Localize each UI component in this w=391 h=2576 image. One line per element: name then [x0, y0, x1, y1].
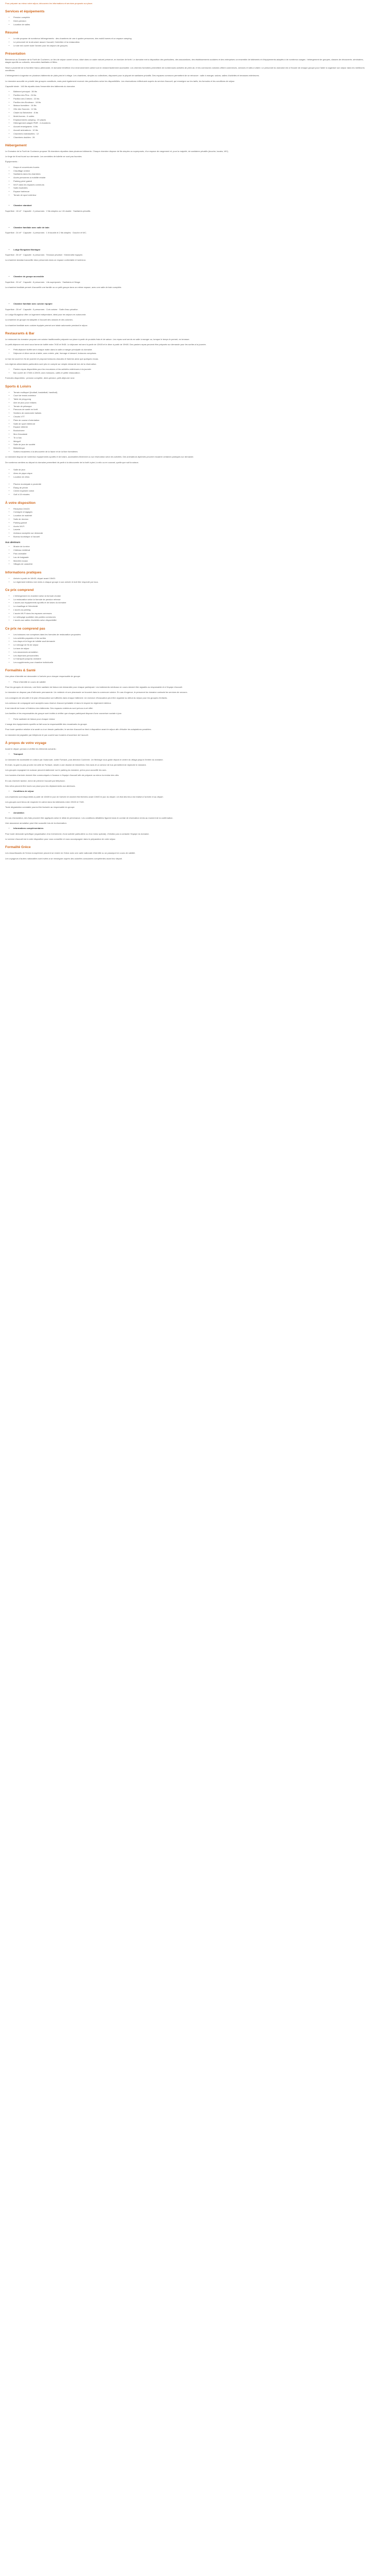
list-item: • L'accès Wi-Fi dans les espaces communs: [13, 612, 366, 615]
room-note: La chambre standard accueille deux personnes dans un espace confortable et lumineux.: [5, 259, 86, 262]
list-item: • Le site est ouvert toute l'année pour les séjours de groupes.: [13, 44, 366, 47]
list-item: • Salle d'activités: [13, 187, 366, 189]
list-item: • Aires de pique-nique: [13, 472, 366, 474]
formalities-list-2: [5, 718, 366, 720]
about-paragraph: Le service d'accueil est à votre disposition pour vous conseiller et vous accompagner dans la préparation de votre séjour.: [5, 838, 116, 841]
faq-paragraph: Les ressortissants de l'Union européenne peuvent se rendre en Grèce avec une carte nationale d'identité ou un passeport en cours de validité.: [5, 852, 136, 855]
list-item: • Réception 24h/24: [13, 507, 366, 510]
not-included-list: [5, 633, 366, 664]
list-item: • Terrain de sport extérieur: [13, 194, 366, 196]
formalities-paragraph: Les familles et les responsables de groupe sont invités à vérifier que chaque participant dispose d'une couverture sociale à jour.: [5, 712, 122, 715]
list-item: • Bar ouvert de 17h00 à 22h00, avec boissons, cafés et petite restauration.: [13, 371, 366, 374]
sports-paragraph: De nombreux sentiers au départ du domaine permettent de partir à la découverte de la forêt à pied, à vélo ou en courant, quelle que soit la saison.: [5, 461, 139, 464]
about-paragraph: En train, la gare la plus proche est celle de Forbach, située à une dizaine de kilomètres. Des taxis et un service de bus permettent de rejoindre le domaine.: [5, 763, 146, 766]
list-item: • Wi-Fi dans les espaces communs: [13, 183, 366, 186]
included-title: Ce prix comprend: [5, 588, 34, 592]
list-item: • L'accès aux salles d'activités selon disponibilité: [13, 619, 366, 621]
about-paragraph: En cas d'arrivée tardive, merci de prévenir l'accueil par téléphone.: [5, 779, 66, 782]
room-title-list: [5, 248, 366, 251]
about-paragraph: En cas d'annulation, des frais peuvent être appliqués selon le délai de prévenance. Les conditions détaillées figurent dans le contrat de réservation remis au moment de la confirmation.: [5, 816, 173, 819]
about-title: À propos de votre voyage: [5, 741, 46, 745]
list-item: • Centre équestre voisin: [13, 489, 366, 492]
presentation-paragraph: Bienvenue au Domaine de la Forêt de Cocheren, un lieu de séjour ouvert à tous, situé dans un cadre naturel préservé, en bordure de forêt. Le domaine met à disposition des particuliers, des associations, des établissements scolaires et des entreprises un ensemble de bâtiments et d'équipements adaptés à de nombreux usages : hébergement de groupes, classes de découverte, séminaires, stages sportifs ou culturels, rencontres familiales et fêtes.: [5, 58, 364, 64]
hebergement-paragraph: Le linge de lit est fourni sur demande. Les serviettes de toilette ne sont pas fournies.: [5, 155, 83, 158]
list-item: • Sorties encadrées à la découverte de la faune et de la flore forestières: [13, 450, 366, 453]
list-item: • Espace barbecue: [13, 190, 366, 193]
formalities-paragraph: Le domaine est joignable par téléphone et par courriel aux horaires d'ouverture de l'accueil.: [5, 733, 89, 736]
sports-list: [5, 391, 366, 453]
list-item: • Parc animalier: [13, 552, 366, 555]
hebergement-title: Hébergement: [5, 143, 27, 147]
about-paragraph: Les groupes sont tenus de respecter le calme dans les bâtiments entre 22h00 et 7h00.: [5, 800, 85, 803]
list-item: • Circuits VTT: [13, 415, 366, 418]
list-item: • Salle de jeux de société: [13, 443, 366, 446]
list-item: • Les suppléments pour chambre individuelle: [13, 661, 366, 664]
presentation-paragraph: L'hébergement s'organise en plusieurs bâtiments de plain-pied et à étage. Les chambres, simples ou collectives, disposent pour la plupart de sanitaires privatifs. Des espaces communs permettent de se retrouver : salle à manger, salons, salles d'activités et terrasses extérieures.: [5, 74, 259, 77]
room-title: • Chambre de groupe accessible: [13, 275, 366, 278]
room-desc: Superficie : 30 m² · Capacité : 8 personnes · Lits superposés · Sanitaires à l'étage.: [5, 280, 81, 283]
list-item: • Les draps et le linge de toilette sauf demande: [13, 640, 366, 642]
formalities-title: Formalités & Santé: [5, 669, 36, 673]
list-item: • Parking gratuit: [13, 521, 366, 524]
resume-title: Résumé: [5, 31, 19, 35]
services-list: [5, 16, 366, 26]
list-item: • Hébergement adapté PMR : 4 chambres: [13, 122, 366, 124]
list-item: • Fiche sanitaire de liaison pour chaque mineur: [13, 718, 366, 720]
room-note: La chambre familiale permet d'accueillir une famille ou un petit groupe dans un même espace, avec une salle de bain complète.: [5, 286, 122, 289]
surroundings-list: [5, 545, 366, 565]
about-paragraph: Les horaires d'arrivée doivent être communiqués à l'avance à l'équipe d'accueil afin de préparer au mieux la remise des clés.: [5, 774, 119, 777]
list-item: • Chalet du Belvédère : 8 lits: [13, 111, 366, 114]
about-paragraph: Toute dégradation constatée pourra être facturée au responsable du groupe.: [5, 806, 75, 809]
list-item: • Animaux acceptés sur demande: [13, 532, 366, 534]
list-item: • Court de tennis extérieur: [13, 394, 366, 397]
faq-title: Formalité Grèce: [5, 845, 31, 850]
list-item: • Le personnel de la structure assure l'accueil, l'entretien et la restauration.: [13, 41, 366, 43]
list-item: • Bâtiment principal : 38 lits: [13, 90, 366, 93]
resume-list: [5, 37, 366, 47]
sports-title: Sports & Loisirs: [5, 384, 31, 388]
not-included-title: Ce prix ne comprend pas: [5, 626, 45, 631]
restauration-list: [5, 348, 366, 354]
room-title: • Lodge Bungalow Montagne: [13, 248, 366, 251]
list-item: • Étang de pêche: [13, 486, 366, 489]
formalities-paragraph: Les consignes de sécurité et le plan d'évacuation sont affichés dans chaque bâtiment. Un exercice d'évacuation peut être organisé au début du séjour pour les groupes d'enfants.: [5, 696, 168, 699]
list-item: • Chauffage central: [13, 170, 366, 172]
restauration-paragraph: Le restaurant du domaine propose une cuisine traditionnelle préparée sur place à partir de produits frais et de saison. Les repas sont servis en salle à manger ou, lorsque le temps le permet, en terrasse.: [5, 337, 190, 341]
equipment-list: [5, 166, 366, 197]
restauration-paragraph: Formules disponibles : pension complète, demi-pension, petit-déjeuner seul.: [5, 377, 75, 380]
list-item: • Lac de baignade: [13, 556, 366, 558]
restauration-title: Restaurants & Bar: [5, 331, 35, 335]
list-item: • Salle de réunion: [13, 518, 366, 520]
room-desc: Superficie : 18 m² · Capacité : 2 personnes · 2 lits simples ou 1 lit double · Sanitaires privatifs.: [5, 209, 91, 212]
about-paragraph: Une assurance annulation peut être souscrite lors de la réservation.: [5, 822, 67, 825]
formalities-list: [5, 681, 366, 683]
list-item: • La restauration selon la formule de pension retenue: [13, 598, 366, 601]
capacity-list: [5, 90, 366, 139]
list-item: • Bibliothèque: [13, 447, 366, 449]
list-item: • Les boissons non comprises dans les formules de restauration proposées: [13, 633, 366, 636]
presentation-title: Présentation: [5, 52, 26, 56]
list-item: • Tir à l'arc: [13, 436, 366, 439]
room-title-list: [5, 204, 366, 207]
list-item: • Conditions de séjour: [13, 790, 366, 792]
list-item: • Aire de jeux pour enfants: [13, 401, 366, 404]
formalities-paragraph: Une pièce d'identité est demandée à l'arrivée pour chaque responsable de groupe.: [5, 675, 81, 678]
list-item: • Piscine municipale à proximité: [13, 483, 366, 485]
list-item: • Terrain multisport (football, basketball, handball): [13, 391, 366, 394]
room-title: • Chambre standard: [13, 204, 366, 207]
list-item: • La taxe de séjour: [13, 647, 366, 650]
formalities-paragraph: Les animaux de compagnie sont acceptés sous réserve d'accord préalable et dans le respect du règlement intérieur.: [5, 701, 111, 704]
room-title-list: [5, 302, 366, 305]
list-item: • Château médiéval: [13, 549, 366, 551]
list-item: • Boulodrome: [13, 429, 366, 432]
list-item: • Laverie: [13, 528, 366, 531]
sports-list-3: [5, 483, 366, 496]
presentation-paragraph: Le domaine accueille en priorité des groupes constitués, mais peut également recevoir des particuliers selon les disponibilités. Les réservations s'effectuent auprès du service d'accueil, qui renseigne sur les tarifs, les formules et les conditions de séjour.: [5, 79, 235, 82]
restauration-paragraph: Les régimes alimentaires particuliers sont pris en compte sur simple demande lors de la réservation.: [5, 362, 97, 365]
list-item: • Accès personnes à mobilité réduite: [13, 176, 366, 179]
room-desc: Superficie : 24 m² · Capacité : 4 personnes · 1 lit double et 2 lits simples · Douche et WC.: [5, 231, 87, 234]
restauration-paragraph: Le petit-déjeuner est servi sous forme de buffet entre 7h30 et 9h30. Le déjeuner est servi à partir de 12h00 et le dîner à partir de 19h00. Des paniers repas peuvent être préparés sur demande pour les sorties à la journée.: [5, 343, 206, 346]
list-item: • Salle de sport intérieure: [13, 422, 366, 425]
formalities-paragraph: Pour les groupes de mineurs, une fiche sanitaire de liaison est demandée pour chaque participant. Les traitements médicaux en cours doivent être signalés au responsable et à l'équipe d'accueil.: [5, 686, 183, 688]
list-item: • Pavillon des Pins : 24 lits: [13, 94, 366, 96]
room-title-list: [5, 275, 366, 278]
list-item: • Location de salles: [13, 23, 366, 26]
list-item: • Golf à 15 minutes: [13, 493, 366, 496]
list-item: • Annulation: [13, 811, 366, 814]
surroundings-title: Aux alentours: [5, 541, 21, 544]
list-item: • L'accès au parking: [13, 608, 366, 611]
intro-text: Pour préparer au mieux votre séjour, découvrez les informations et services proposés sur place.: [5, 2, 93, 5]
list-item: • Demi-pension: [13, 20, 366, 22]
about-list-3: [5, 811, 366, 814]
list-item: • Piste de course d'orientation: [13, 419, 366, 421]
about-lead: Avant le départ, pensez à vérifier les éléments suivants :: [5, 747, 57, 750]
list-item: • Sentiers de randonnée balisés: [13, 412, 366, 414]
list-item: • Salle de jeux: [13, 468, 366, 471]
list-item: • Terrain de pétanque: [13, 405, 366, 408]
about-paragraph: Le domaine est accessible en voiture par l'autoroute, sortie Forbach, puis direction Cocheren. Un fléchage vous guide depuis le centre du village jusqu'à l'entrée du domaine.: [5, 758, 164, 761]
about-paragraph: Des vélos peuvent être loués sur place pour les déplacements aux alentours.: [5, 785, 76, 788]
formalities-paragraph: L'usage des équipements sportifs se fait sous la responsabilité des encadrants du groupe.: [5, 723, 88, 726]
page: [0, 0, 371, 870]
list-item: • Chambres individuelles : 12: [13, 132, 366, 135]
list-item: • Pension complète: [13, 16, 366, 19]
about-paragraph: Pour toute demande spécifique (organisation d'un événement, d'une activité particulière ou d'un menu spécial), n'hésitez pas à contacter l'équipe du domaine.: [5, 832, 150, 835]
list-item: • Les dépenses personnelles: [13, 654, 366, 657]
room-title-list: [5, 226, 366, 229]
list-item: • Gîte des Sources : 12 lits: [13, 108, 366, 110]
room-desc: Superficie : 35 m² · Capacité : 6 personnes · Terrasse privative · Kitchenette équipée.: [5, 253, 83, 256]
room-note: La chambre familiale avec cuisine équipée permet une totale autonomie pendant le séjour.: [5, 324, 88, 327]
list-item: • Pavillon des Chênes : 22 lits: [13, 97, 366, 100]
equipment-lead: Équipements :: [5, 160, 19, 163]
list-item: • L'hébergement en chambre selon la formule choisie: [13, 595, 366, 597]
restauration-list: [5, 368, 366, 374]
list-item: • L'accès aux équipements sportifs et de loisirs du domaine: [13, 601, 366, 604]
capacity-lead: Capacité totale : 148 lits répartis dans l'ensemble des bâtiments du domaine.: [5, 84, 76, 88]
list-item: • Le site propose de nombreux hébergements : des chambres de une à quatre personnes, des mobil-homes et un espace camping.: [13, 37, 366, 40]
list-item: • Location de vélos: [13, 476, 366, 478]
list-item: • Déjeuner et dîner servis à table, avec entrée, plat, fromage et dessert, boissons comprises.: [13, 352, 366, 354]
room-title: • Chambre familiale avec cuisine équipée: [13, 302, 366, 305]
list-item: • Mur d'escalade: [13, 433, 366, 435]
list-item: • Le transport jusqu'au domaine: [13, 657, 366, 660]
formalities-paragraph: Le domaine ne dispose pas d'infirmerie permanente. Un médecin et une pharmacie se trouvent dans la commune voisine. En cas d'urgence, le personnel du domaine contacte les services de secours.: [5, 691, 188, 694]
included-list: [5, 595, 366, 622]
practical-title: Informations pratiques: [5, 570, 42, 574]
about-list-2: [5, 790, 366, 792]
room-note: Le Lodge Bungalow offre un logement indépendant, idéal pour les séjours en autonomie.: [5, 313, 87, 316]
list-item: • Transport: [13, 753, 366, 755]
list-item: • Accueil animateurs : 10 lits: [13, 129, 366, 131]
services-title: Services et équipements: [5, 10, 45, 14]
hebergement-paragraph: Le Domaine de la Forêt de Cocheren propose 36 chambres réparties dans plusieurs bâtiments. Chaque chambre dispose de lits simples ou superposés, d'un espace de rangement et, pour la majorité, de sanitaires privatifs (douche, lavabo, WC).: [5, 149, 229, 152]
formalities-paragraph: Pour toute question relative à la santé ou à un besoin particulier, le service d'accueil se tient à disposition avant le séjour afin d'étudier les adaptations possibles.: [5, 728, 152, 731]
list-item: • Mobil-homes : 6 unités: [13, 115, 366, 117]
list-item: • Le nettoyage quotidien des parties communes: [13, 616, 366, 618]
list-item: • Pavillon des Bouleaux : 18 lits: [13, 101, 366, 104]
list-item: • Musée de la mine: [13, 545, 366, 548]
list-item: • Informations complémentaires: [13, 827, 366, 829]
practical-list: [5, 577, 366, 583]
list-item: • Chambres doubles : 26: [13, 136, 366, 139]
list-item: • Les activités payantes et les sorties: [13, 637, 366, 639]
list-item: • Paniers repas disponibles pour les excursions et les activités extérieures à la journée.: [13, 368, 366, 370]
list-item: • Les assurances annulation: [13, 651, 366, 653]
list-item: • Arrivée à partir de 16h00, départ avant 10h00.: [13, 577, 366, 580]
room-title: • Chambre familiale avec salle de bain: [13, 226, 366, 229]
list-item: • Pièce d'identité en cours de validité: [13, 681, 366, 683]
room-note: La chambre de groupe est adaptée à l'accueil des classes et des colonies.: [5, 318, 73, 321]
list-item: • Emplacements camping : 20 places: [13, 118, 366, 121]
list-item: • Petit-déjeuner buffet servi chaque matin dans la salle à manger principale du domaine.: [13, 348, 366, 351]
presentation-paragraph: Situé à proximité de la frontière franco-allemande, le domaine bénéficie d'un environnement calme tout en restant facilement accessible. Les chemins forestiers permettent de nombreuses activités de plein air, et les communes voisines offrent commerces, services et sites à visiter. Le personnel du domaine est à l'écoute de chaque groupe pour l'aider à organiser son séjour dans les meilleures conditions.: [5, 66, 365, 72]
list-item: • Accès Wi-Fi: [13, 525, 366, 528]
list-item: • Parking privé gratuit: [13, 180, 366, 182]
formalities-paragraph: Il est interdit de fumer à l'intérieur des bâtiments. Des espaces extérieurs sont prévus à cet effet.: [5, 707, 93, 710]
list-item: • Parcours de santé en forêt: [13, 408, 366, 411]
about-list-4: [5, 827, 366, 829]
list-item: • Le ménage de fin de séjour: [13, 643, 366, 646]
list-item: • Accueil enseignants : 6 lits: [13, 125, 366, 128]
list-item: • Espace détente: [13, 426, 366, 428]
list-item: • Le règlement intérieur est remis à chaque groupe à son arrivée et doit être respecté par tous.: [13, 581, 366, 583]
about-list: [5, 753, 366, 755]
list-item: • Draps et couvertures fournis: [13, 166, 366, 168]
list-item: • Maison forestière : 16 lits: [13, 104, 366, 107]
list-item: • Consigne à bagages: [13, 511, 366, 513]
list-item: • Table de ping-pong: [13, 398, 366, 400]
restauration-paragraph: Le bar est ouvert en fin de journée et propose boissons chaudes et fraîches ainsi que quelques encas.: [5, 357, 99, 360]
accessibility-title: À votre disposition: [5, 501, 36, 505]
list-item: • Sanitaires dans les chambres: [13, 173, 366, 175]
list-item: • Le chauffage et l'électricité: [13, 605, 366, 607]
sports-list-2: [5, 468, 366, 478]
about-paragraph: Les chambres sont disponibles à partir de 16h00 le jour de l'arrivée et doivent être libérées avant 10h00 le jour du départ. Un état des lieux est réalisé à l'arrivée et au départ.: [5, 795, 164, 798]
list-item: • Villages de caractère: [13, 563, 366, 565]
list-item: • Location de matériel: [13, 514, 366, 517]
room-desc: Superficie : 28 m² · Capacité : 5 personnes · Coin cuisine · Salle d'eau privative.: [5, 308, 78, 311]
sports-paragraph: Le domaine dispose de nombreux équipements sportifs et de loisirs, accessibles librement ou sur réservation selon les activités. Des animateurs diplômés peuvent encadrer certaines pratiques sur demande.: [5, 455, 194, 459]
list-item: • Bureau touristique à l'accueil: [13, 535, 366, 538]
list-item: • Marchés locaux: [13, 560, 366, 562]
faq-paragraph: Les voyageurs d'autres nationalités sont invités à se renseigner auprès des autorités consulaires compétentes avant leur départ.: [5, 857, 123, 860]
list-item: • Minigolf: [13, 440, 366, 443]
about-paragraph: Les groupes voyageant en autocar peuvent stationner sur le parking du domaine, prévu pour accueillir les cars.: [5, 769, 107, 772]
accessibility-list: [5, 507, 366, 538]
